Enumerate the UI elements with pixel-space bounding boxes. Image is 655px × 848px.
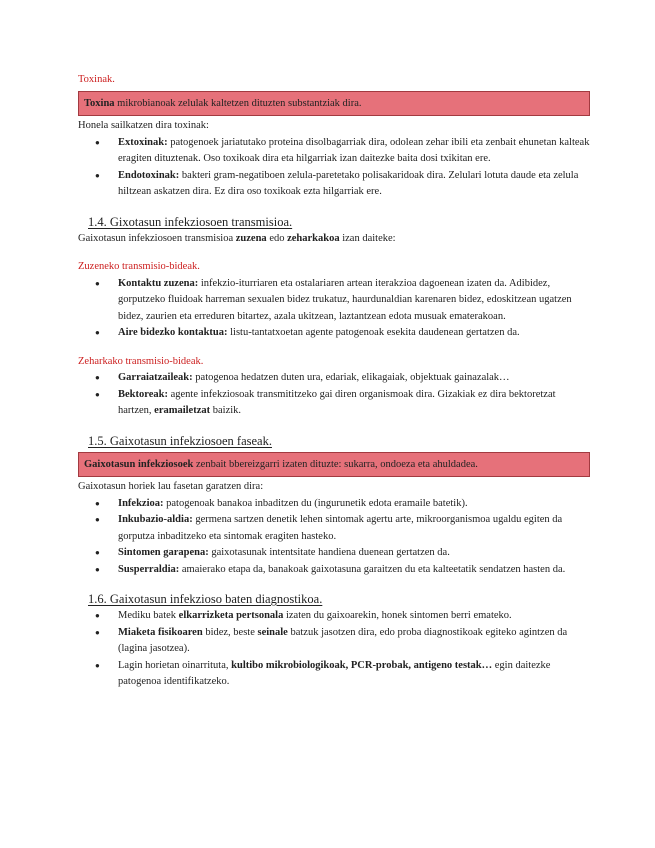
zuzeneko-heading: Zuzeneko transmisio-bideak. [78, 261, 200, 272]
zeharkako-heading: Zeharkako transmisio-bideak. [78, 355, 204, 367]
section-heading-transmisioa: 1.4. Gixotasun infekziosoen transmisioa. [88, 214, 293, 229]
transmisioa-intro: Gaixotasun infekziosoen transmisioa zuzena edo zeharkakoa izan daiteke: [78, 232, 396, 244]
list-item: ● Infekzioa: patogenoak banakoa inbaditzen du (ingurunetik edota eramaile batetik). [118, 496, 590, 513]
item-term: Extoxinak: [118, 136, 168, 148]
faseak-definition: zenbait bbereizgarri izaten dituzte: sukarra, ondoeza eta ahuldadea. [193, 458, 478, 470]
list-item: ● Sintomen garapena: gaixotasunak intentsitate handiena duenean gertatzen da. [118, 545, 590, 562]
list-item [118, 168, 590, 201]
list-item: ● Bektoreak: agente infekziosoak transmititzeko gai diren organismoak dira. Gizakiak ez dira bektoretzat hartzen, eramailetzat baizik. [118, 387, 590, 420]
list-item: ● Susperraldia: amaierako etapa da, banakoak gaixotasuna garaitzen du eta kalteetatik sendatzen hasten da. [118, 562, 590, 579]
list-item: ● Mediku batek elkarrizketa pertsonala izaten du gaixoarekin, honek sintomen berri emateko. [118, 608, 590, 625]
faseak-intro: Gaixotasun horiek lau fasetan garatzen dira: [78, 481, 264, 492]
list-item [118, 135, 590, 168]
list-item: ● Miaketa fisikoaren bidez, beste seinale batzuk jasotzen dira, edo proba diagnostikoak egiteko agintzen da (lagina jasotzea). [118, 625, 590, 658]
section-heading-diagnostikoa: 1.6. Gaixotasun infekzioso baten diagnostikoa. [88, 592, 323, 606]
item-text: patogenoek jariatutako proteina disolbagarriak dira, odolean zehar ibili eta zenbait ehunetan kalteak eragiten dituztenak. Oso toxikoak dira eta hilgarriak izan daitezke baita dosi txikitan ere. [118, 136, 590, 164]
list-item: ● Aire bidezko kontaktua: listu-tantatxoetan agente patogenoak esekita daudenean gertatzen da. [118, 325, 590, 342]
zuzeneko-list [78, 276, 590, 342]
faseak-definition-box [78, 452, 590, 478]
list-item: ● Inkubazio-aldia: germena sartzen denetik lehen sintomak agertu arte, mikroorganismoa ugaldu egiten da gorputza inbaditzeko eta sintomak eragiten hasteko. [118, 512, 590, 545]
diagnostikoa-list [78, 608, 590, 691]
toxinak-intro: Honela sailkatzen dira toxinak: [78, 120, 209, 131]
faseak-term: Gaixotasun infekziosoek [84, 458, 194, 470]
toxina-definition-box [78, 91, 590, 117]
toxina-definition: mikrobianoak zelulak kaltetzen dituzten substantziak dira. [114, 97, 362, 109]
item-term: Endotoxinak: [118, 169, 180, 181]
list-item: ● Lagin horietan oinarrituta, kultibo mikrobiologikoak, PCR-probak, antigeno testak… egin daitezke patogenoa identifikatzeko. [118, 658, 590, 691]
item-text: bakteri gram-negatiboen zelula-paretetako polisakaridoak dira. Zelulari lotuta daude eta zelula hiltzean askatzen dira. Ez dira oso toxikoak ezta hilgarriak ere. [118, 169, 579, 197]
list-item: ● Garraiatzaileak: patogenoa hedatzen duten ura, edariak, elikagaiak, objektuak gainazalak… [118, 370, 590, 387]
section-heading-faseak: 1.5. Gaixotasun infekziosoen faseak. [88, 433, 272, 448]
toxinak-list [78, 135, 590, 201]
document-page [78, 72, 590, 691]
list-item: ● Kontaktu zuzena: infekzio-iturriaren eta ostalariaren artean iterakzioa dagoenean izaten da. Adibidez, gorputzeko fluidoak harreman sexualen bidez trukatuz, haurdunaldian karenaren bidez, edoskitzean ugatzen bidez, zaurien eta erreduren bitartez, azala ukitzean, laztantzean edota musuak ematerakoan. [118, 276, 590, 326]
toxinak-heading: Toxinak. [78, 74, 115, 85]
toxina-term: Toxina [84, 97, 115, 109]
zeharkako-list [78, 370, 590, 420]
faseak-list [78, 496, 590, 579]
